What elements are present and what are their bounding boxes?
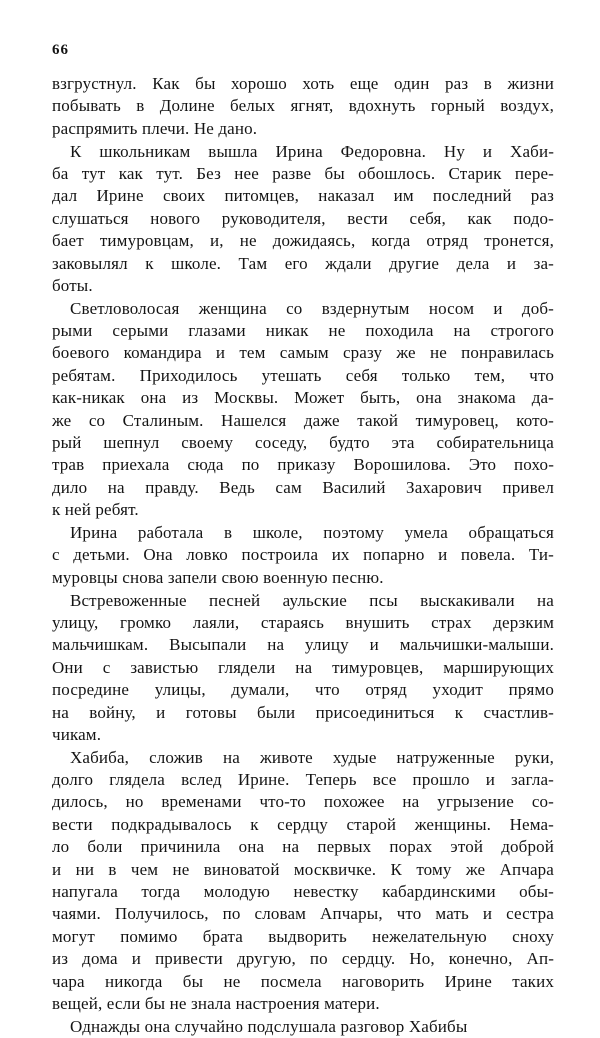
paragraph <box>52 1016 554 1038</box>
text-line: чара никогда бы не посмела наговорить Ирине таких <box>52 971 554 991</box>
text-line: Встревоженные песней аульские псы выскакивали на <box>70 590 554 610</box>
text-line: дилось, но временами что-то похожее на угрызение со- <box>52 792 554 812</box>
text-line: напугала тогда молодую невестку кабардинскими обы- <box>52 882 554 902</box>
text-line: боевого командира и тем самым сразу же не понравилась <box>52 343 554 363</box>
text-line: распрямить плечи. Не дано. <box>52 118 258 138</box>
text-line: ба тут как тут. Без нее разве бы обошлось. Старик пере- <box>52 163 554 183</box>
text-line: и ни в чем не виноватой москвичке. К тому же Апчара <box>52 859 554 879</box>
paragraph <box>52 590 554 747</box>
text-line: вещей, если бы не знала настроения матери. <box>52 993 380 1013</box>
text-line: Однажды она случайно подслушала разговор Хабибы <box>70 1016 468 1036</box>
text-line: Они с завистью глядели на тимуровцев, марширующих <box>52 657 554 677</box>
text-line: дал Ирине своих питомцев, наказал им последний раз <box>52 186 554 206</box>
text-line: чаями. Получилось, по словам Апчары, что мать и сестра <box>52 904 554 924</box>
text-line: рый шепнул своему соседу, будто эта собирательница <box>52 433 554 453</box>
text-line: на войну, и готовы были присоединиться к счастлив- <box>52 702 554 722</box>
text-line: ребятам. Приходилось утешать себя только тем, что <box>52 365 554 385</box>
text-line: посредине улицы, думали, что отряд уходит прямо <box>52 680 554 700</box>
text-line: Ирина работала в школе, поэтому умела обращаться <box>70 522 554 542</box>
text-line: чикам. <box>52 724 102 744</box>
text-line: как-никак она из Москвы. Может быть, она знакома да- <box>52 388 554 408</box>
text-line: долго глядела вслед Ирине. Теперь все прошло и загла- <box>52 770 554 790</box>
text-line: Светловолосая женщина со вздернутым носом и доб- <box>70 298 554 318</box>
paragraph <box>52 298 554 522</box>
text-line: же со Сталиным. Нашелся даже такой тимуровец, кото- <box>52 410 554 430</box>
text-line: К школьникам вышла Ирина Федоровна. Ну и Хаби- <box>70 141 554 161</box>
body-text <box>52 73 554 1038</box>
text-line: трав приехала сюда по приказу Ворошилова. Это похо- <box>52 455 554 475</box>
text-line: побывать в Долине белых ягнят, вдохнуть горный воздух, <box>52 96 554 116</box>
page-number: 66 <box>52 42 69 58</box>
paragraph <box>52 522 554 589</box>
text-line: могут помимо брата выдворить нежелательную сноху <box>52 926 554 946</box>
text-line: Хабиба, сложив на животе худые натруженные руки, <box>70 747 554 767</box>
text-line: бает тимуровцам, и, не дожидаясь, когда отряд тронется, <box>52 231 554 251</box>
paragraph <box>52 141 554 298</box>
text-line: мальчишкам. Высыпали на улицу и мальчишки-малыши. <box>52 635 554 655</box>
text-line: слушаться нового руководителя, вести себя, как подо- <box>52 208 554 228</box>
text-line: боты. <box>52 275 93 295</box>
text-line: из дома и привести другую, по сердцу. Но, конечно, Ап- <box>52 949 554 969</box>
text-line: рыми серыми глазами никак не походила на строгого <box>52 321 554 341</box>
text-line: к ней ребят. <box>52 500 139 520</box>
text-line: заковылял к школе. Там его ждали другие дела и за- <box>52 253 554 273</box>
text-line: вести подкрадывалось к сердцу старой женщины. Нема- <box>52 814 554 834</box>
text-line: дило на правду. Ведь сам Василий Захарович привел <box>52 477 554 497</box>
paragraph <box>52 747 554 1016</box>
text-line: улицу, громко лаяли, стараясь внушить страх дерзким <box>52 612 554 632</box>
text-line: взгрустнул. Как бы хорошо хоть еще один раз в жизни <box>52 74 554 93</box>
paragraph <box>52 73 554 140</box>
text-line: муровцы снова запели свою военную песню. <box>52 567 384 587</box>
text-line: с детьми. Она ловко построила их попарно и повела. Ти- <box>52 545 554 565</box>
text-line: ло боли причинила она на первых порах этой доброй <box>52 837 554 857</box>
